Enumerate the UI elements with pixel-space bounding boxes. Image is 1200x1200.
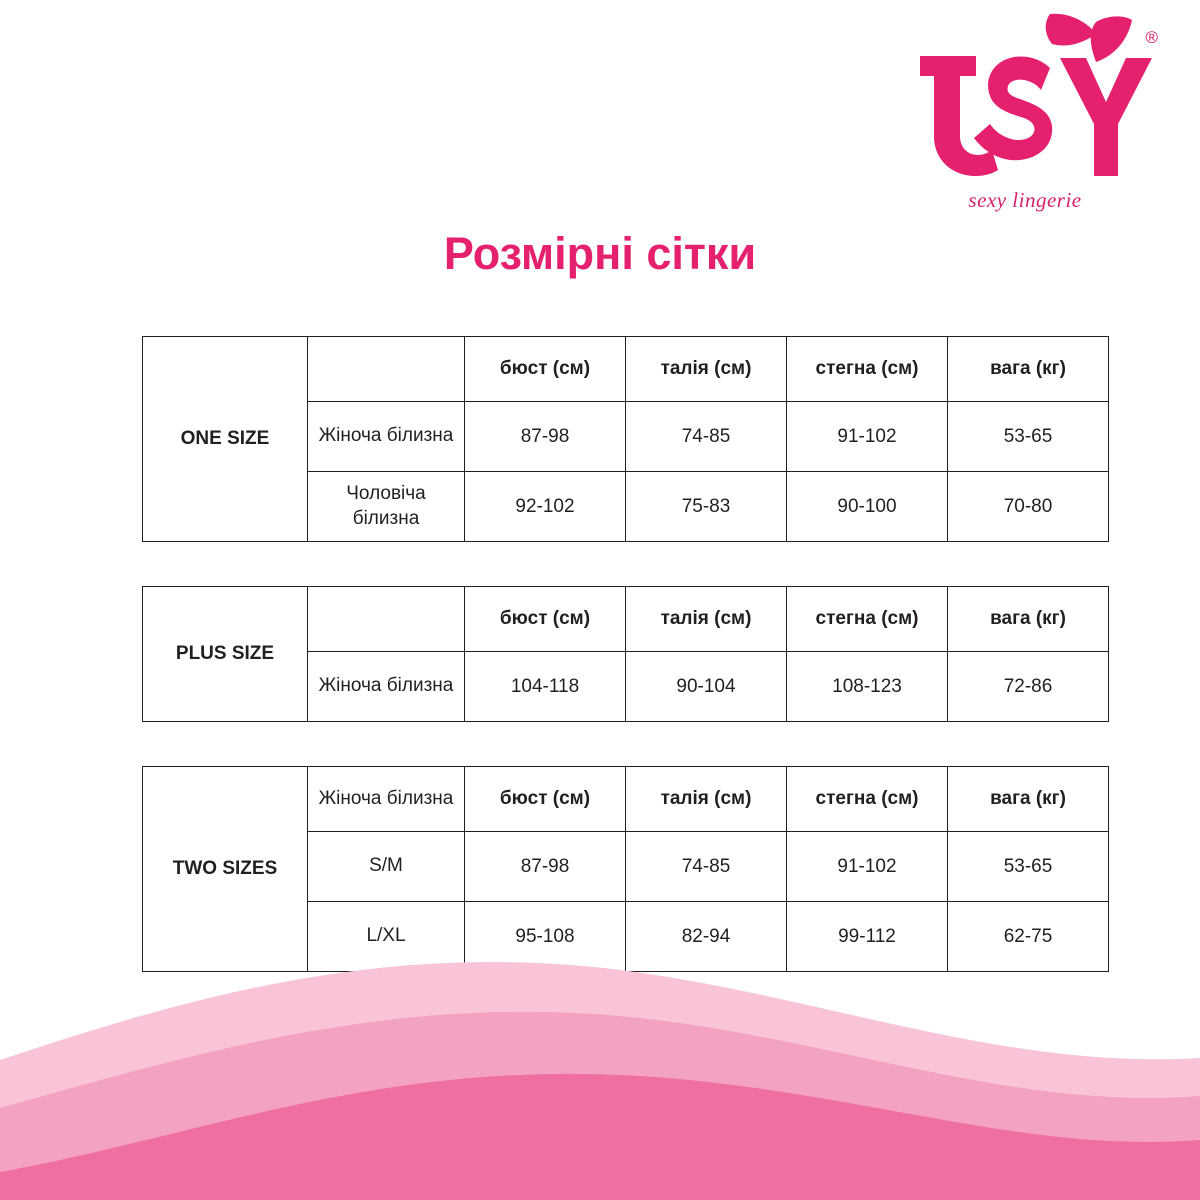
header-cell-weight: вага (кг) [948,767,1109,832]
table-row [143,767,1109,832]
cell-hips: 99-112 [787,902,948,972]
size-charts [142,336,1066,1016]
brand-logo [900,10,1160,215]
row-label-womens: Жіноча білизна [308,652,465,722]
header-cell-hips: стегна (см) [787,337,948,402]
page-title: Розмірні сітки [443,228,757,279]
cell-weight: 53-65 [948,402,1109,472]
cell-bust: 87-98 [465,402,626,472]
header-cell-womens: Жіноча білизна [308,767,465,832]
category-label-plus-size: PLUS SIZE [143,587,308,722]
header-cell-hips: стегна (см) [787,767,948,832]
row-label-womens: Жіноча білизна [308,402,465,472]
header-cell-blank [308,337,465,402]
header-cell-blank [308,587,465,652]
cell-hips: 91-102 [787,832,948,902]
row-label-lxl: L/XL [308,902,465,972]
cell-waist: 75-83 [626,472,787,542]
brand-tagline: sexy lingerie [968,188,1082,212]
cell-weight: 72-86 [948,652,1109,722]
header-cell-weight: вага (кг) [948,337,1109,402]
header-cell-waist: талія (см) [626,587,787,652]
cell-waist: 90-104 [626,652,787,722]
cell-waist: 74-85 [626,832,787,902]
table-row [143,337,1109,402]
cell-hips: 90-100 [787,472,948,542]
cell-weight: 70-80 [948,472,1109,542]
cell-hips: 108-123 [787,652,948,722]
size-table-plus-size [142,586,1109,722]
jsy-logo-icon [900,10,1160,190]
cell-hips: 91-102 [787,402,948,472]
header-cell-hips: стегна (см) [787,587,948,652]
header-cell-bust: бюст (см) [465,767,626,832]
cell-bust: 95-108 [465,902,626,972]
header-cell-waist: талія (см) [626,337,787,402]
size-table-one-size [142,336,1109,542]
cell-bust: 92-102 [465,472,626,542]
decorative-waves [0,940,1200,1200]
row-label-sm: S/M [308,832,465,902]
cell-weight: 53-65 [948,832,1109,902]
cell-waist: 74-85 [626,402,787,472]
table-row [143,587,1109,652]
header-cell-bust: бюст (см) [465,337,626,402]
category-label-one-size: ONE SIZE [143,337,308,542]
header-cell-bust: бюст (см) [465,587,626,652]
header-cell-weight: вага (кг) [948,587,1109,652]
registered-trademark-icon: ® [1145,28,1158,47]
cell-bust: 87-98 [465,832,626,902]
cell-waist: 82-94 [626,902,787,972]
cell-bust: 104-118 [465,652,626,722]
category-label-two-sizes: TWO SIZES [143,767,308,972]
header-cell-waist: талія (см) [626,767,787,832]
cell-weight: 62-75 [948,902,1109,972]
row-label-mens: Чоловіча білизна [308,472,465,542]
